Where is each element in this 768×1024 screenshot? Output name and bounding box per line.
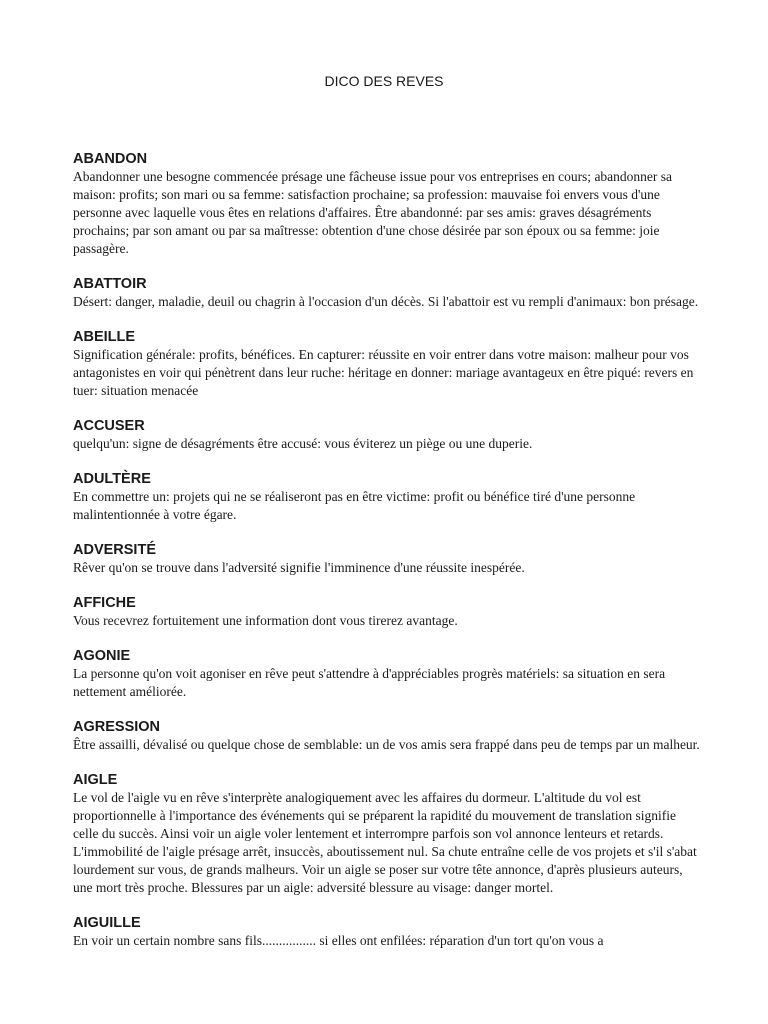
entry-definition: Le vol de l'aigle vu en rêve s'interprète analogiquement avec les affaires du dormeur. L'altitude du vol est proportionnelle à l'importance des événements qui se préparent la rapidité du mouvement de translation signifie celle du succès. Ainsi voir un aigle voler lentement et interrompre parfois son vol annonce lenteurs et retards. L'immobilité de l'aigle présage arrêt, insuccès, aboutissement nul. Sa chute entraîne celle de vos projets et s'il s'abat lourdement sur vous, de grands malheurs. Voir un aigle se poser sur votre tête annonce, d'après plusieurs auteurs, une mort très proche. Blessures par un aigle: adversité blessure au visage: danger mortel.: [73, 790, 697, 895]
entry-term: ADULTÈRE: [73, 471, 151, 487]
entry-definition: quelqu'un: signe de désagréments être accusé: vous éviterez un piège ou une duperie.: [73, 436, 533, 451]
entry-definition: Être assailli, dévalisé ou quelque chose de semblable: un de vos amis sera frappé dans peu de temps par un malheur.: [73, 737, 700, 752]
dictionary-entries: [73, 150, 703, 967]
entry-definition: Signification générale: profits, bénéfices. En capturer: réussite en voir entrer dans votre maison: malheur pour vos antagonistes en voir qui pénètrent dans leur ruche: héritage en donner: mariage avantageux en être piqué: revers en tuer: situation menacée: [73, 347, 694, 398]
entry-term: ABATTOIR: [73, 276, 147, 292]
entry-abandon: [73, 150, 703, 258]
entry-agression: [73, 718, 703, 754]
entry-definition: En commettre un: projets qui ne se réaliseront pas en être victime: profit ou bénéfice tiré d'une personne malintentionnée à votre égare.: [73, 489, 636, 522]
entry-term: AIGUILLE: [73, 915, 141, 931]
entry-definition: La personne qu'on voit agoniser en rêve peut s'attendre à d'appréciables progrès matériels: sa situation en sera nettement améliorée.: [73, 666, 666, 699]
entry-aiguille: [73, 914, 703, 950]
entry-term: AGRESSION: [73, 719, 161, 735]
entry-term: AFFICHE: [73, 595, 136, 611]
entry-adversite: [73, 541, 703, 577]
entry-agonie: [73, 647, 703, 701]
entry-definition: Abandonner une besogne commencée présage une fâcheuse issue pour vos entreprises en cours; abandonner sa maison: profits; son mari ou sa femme: satisfaction prochaine; sa profession: mauvaise foi envers vous d'une personne avec laquelle vous êtes en relations d'affaires. Être abandonné: par ses amis: graves désagréments prochains; par son amant ou par sa maîtresse: obtention d'une chose désirée par son époux ou sa femme: joie passagère.: [73, 169, 673, 256]
entry-term: AIGLE: [73, 772, 118, 788]
entry-definition: En voir un certain nombre sans fils................ si elles ont enfilées: réparation d'un tort qu'on vous a: [73, 933, 604, 948]
entry-term: ADVERSITÉ: [73, 542, 156, 558]
entry-affiche: [73, 594, 703, 630]
entry-abeille: [73, 328, 703, 400]
entry-aigle: [73, 771, 703, 897]
entry-term: ACCUSER: [73, 418, 145, 434]
entry-term: ABEILLE: [73, 329, 136, 345]
document-title: DICO DES REVES: [324, 73, 444, 89]
entry-adultere: [73, 470, 703, 524]
entry-term: AGONIE: [73, 648, 131, 664]
entry-term: ABANDON: [73, 151, 148, 167]
entry-definition: Vous recevrez fortuitement une information dont vous tirerez avantage.: [73, 613, 458, 628]
entry-definition: Désert: danger, maladie, deuil ou chagrin à l'occasion d'un décès. Si l'abattoir est vu rempli d'animaux: bon présage.: [73, 294, 699, 309]
entry-accuser: [73, 417, 703, 453]
entry-definition: Rêver qu'on se trouve dans l'adversité signifie l'imminence d'une réussite inespérée.: [73, 560, 525, 575]
entry-abattoir: [73, 275, 703, 311]
